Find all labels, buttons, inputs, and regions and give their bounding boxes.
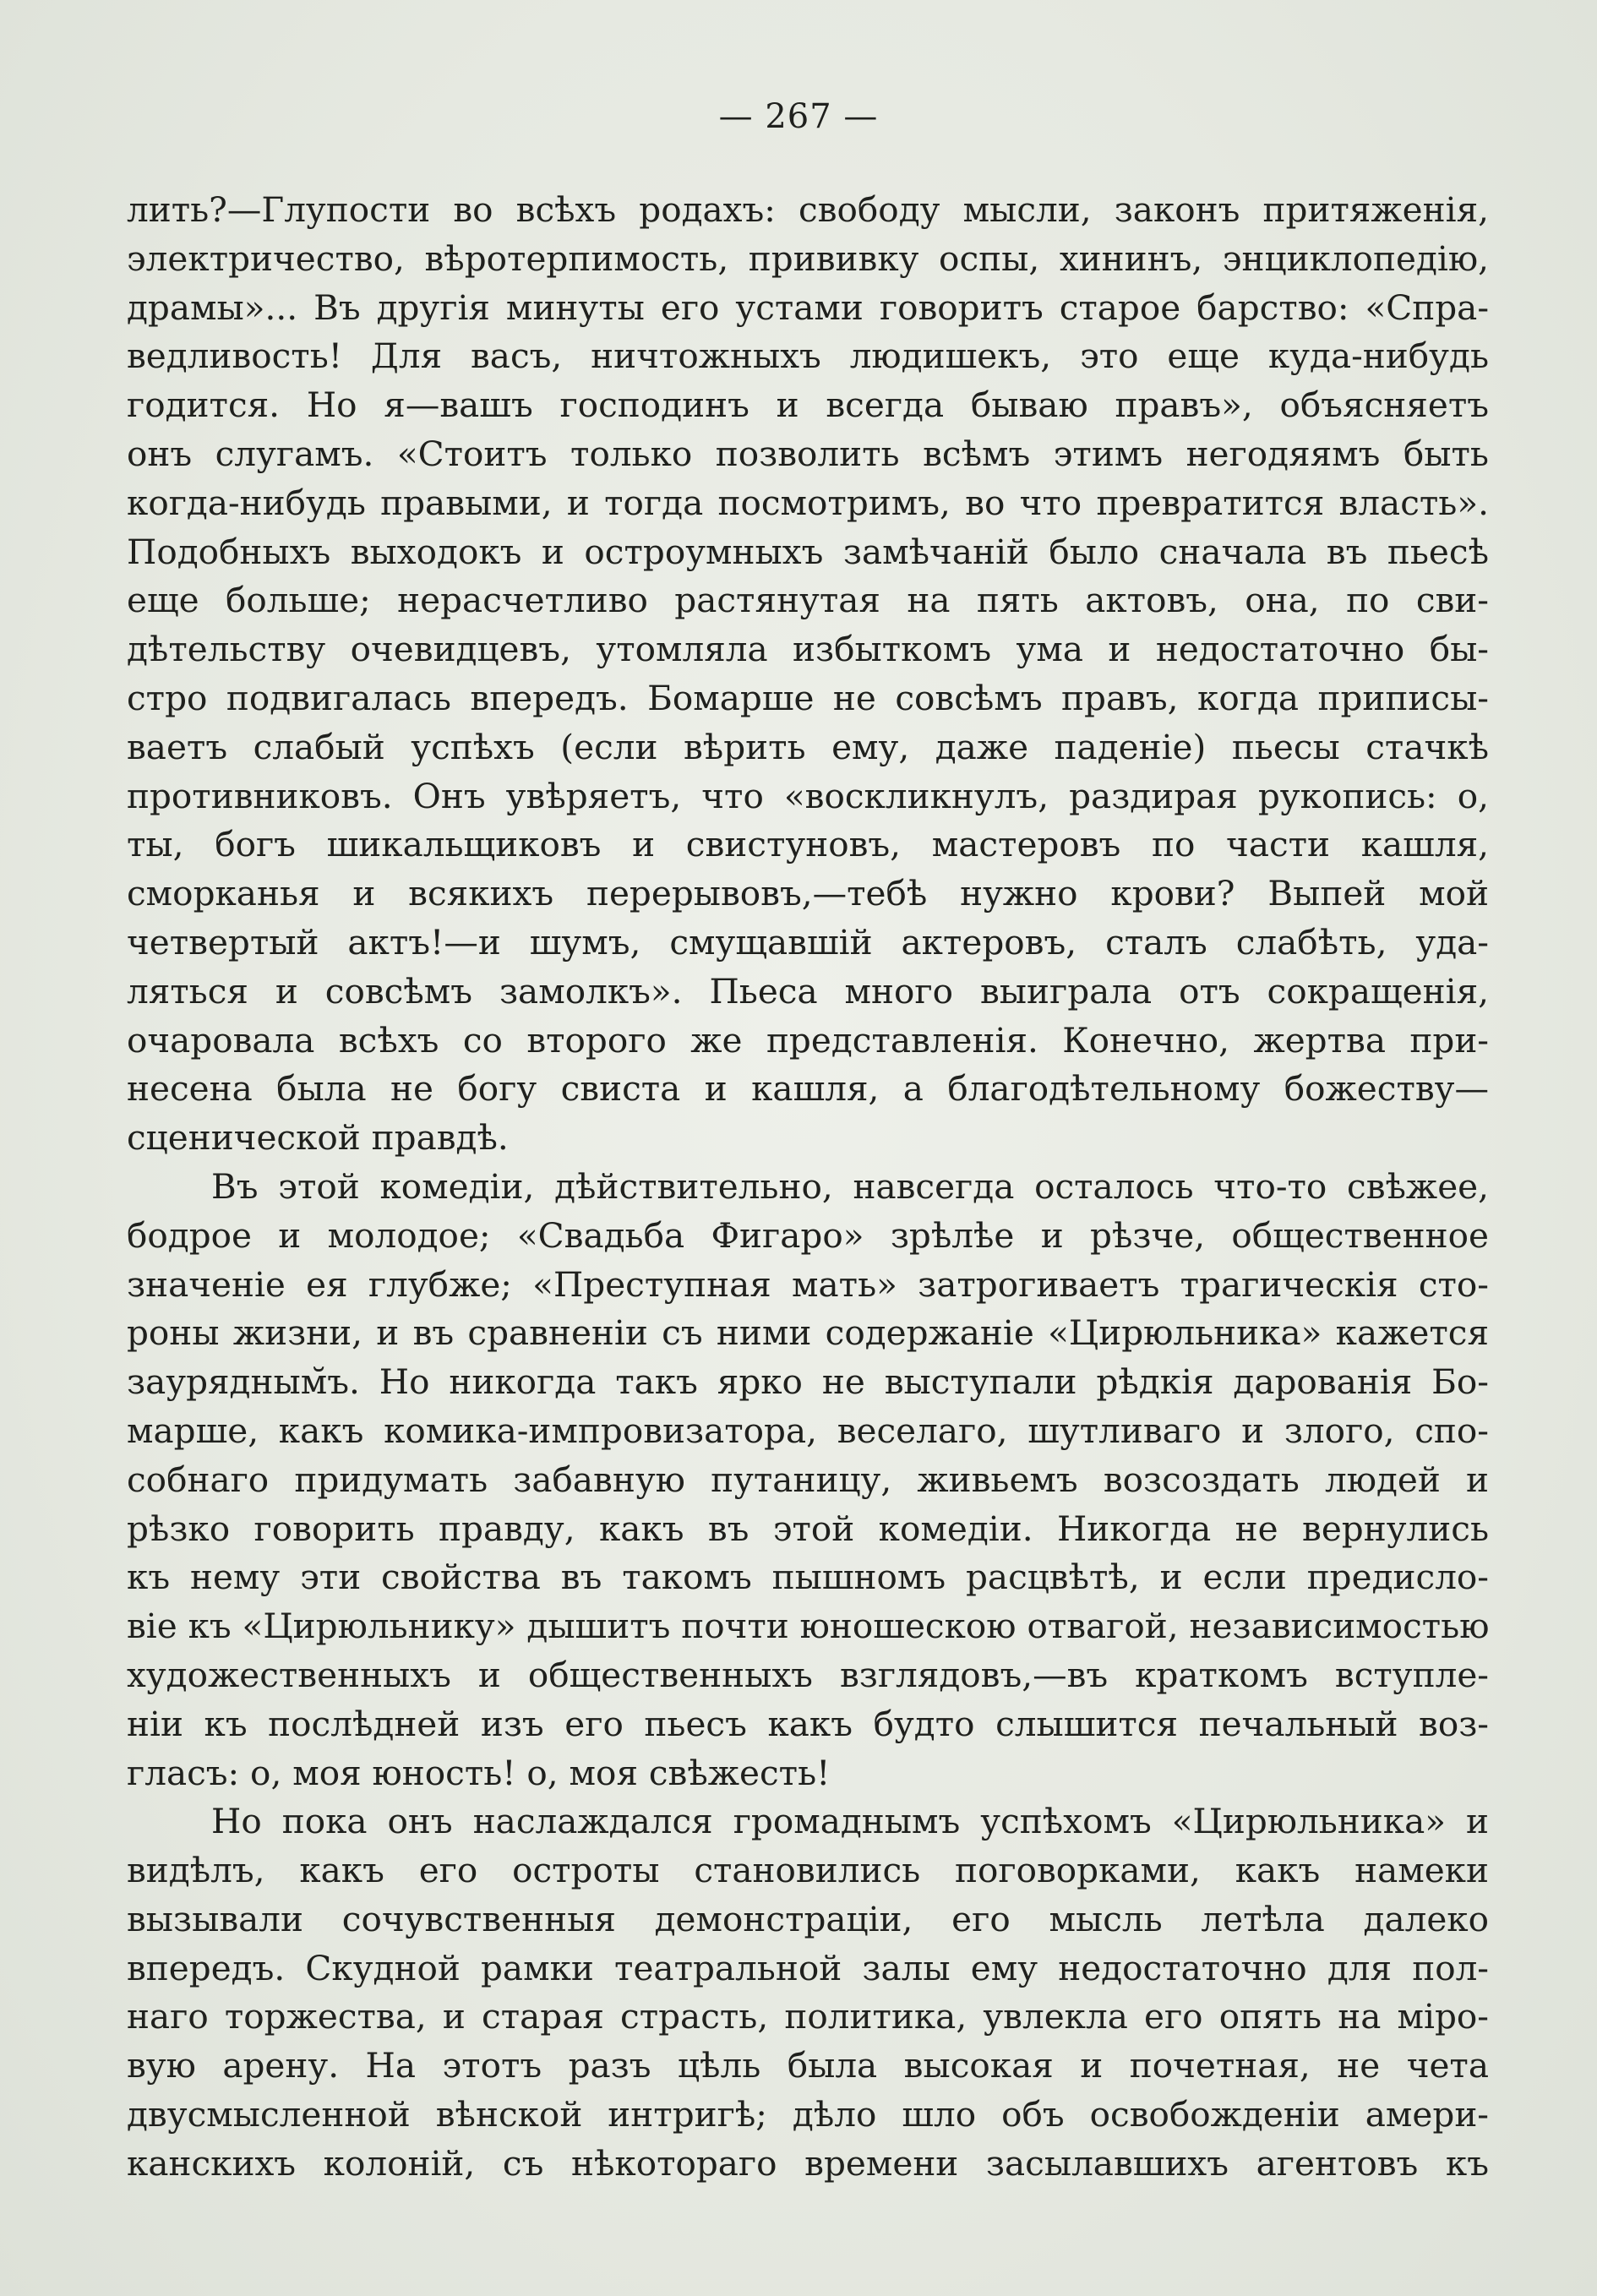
text-line: Въ этой комедіи, дѣйствительно, навсегда осталось что-то свѣжее, — [211, 1165, 1489, 1207]
text-line: видѣлъ, какъ его остроты становились поговорками, какъ намеки — [127, 1850, 1489, 1891]
text-line: лить?—Глупости во всѣхъ родахъ: свободу мысли, законъ притяженія, — [127, 189, 1489, 230]
text-line: ляться и совсѣмъ замолкъ». Пьеса много выиграла отъ сокращенія, — [127, 970, 1489, 1012]
text-line: ваетъ слабый успѣхъ (если вѣрить ему, даже паденіе) пьесы стачкѣ — [127, 726, 1489, 767]
text-line: заурядным̆ъ. Но никогда такъ ярко не выступали рѣдкія дарованія Бо- — [127, 1361, 1489, 1403]
text-line: четвертый актъ!—и шумъ, смущавшій актеровъ, сталъ слабѣть, уда- — [127, 921, 1489, 963]
text-line: сценической правдѣ. — [127, 1117, 509, 1159]
text-line: ніи къ послѣдней изъ его пьесъ какъ будто слышится печальный воз- — [127, 1703, 1489, 1744]
text-line: электричество, вѣротерпимость, прививку оспы, хининъ, энциклопедію, — [127, 237, 1489, 279]
text-line: драмы»... Въ другія минуты его устами говоритъ старое барство: «Спра- — [127, 286, 1489, 328]
text-line: еще больше; нерасчетливо растянутая на пять актовъ, она, по сви- — [127, 580, 1489, 621]
text-line: онъ слугамъ. «Стоитъ только позволить всѣмъ этимъ негодяямъ быть — [127, 433, 1489, 474]
text-line: бодрое и молодое; «Свадьба Фигаро» зрѣлѣе и рѣзче, общественное — [127, 1214, 1489, 1256]
text-line: когда-нибудь правыми, и тогда посмотримъ, во что превратится власть». — [127, 482, 1489, 523]
text-line: Подобныхъ выходокъ и остроумныхъ замѣчаній было сначала въ пьесѣ — [127, 531, 1489, 572]
text-line: дѣтельству очевидцевъ, утомляла избыткомъ ума и недостаточно бы- — [127, 629, 1489, 670]
text-line: двусмысленной вѣнской интригѣ; дѣло шло объ освобожденіи амери- — [127, 2094, 1489, 2135]
text-line: очаровала всѣхъ со второго же представленія. Конечно, жертва при- — [127, 1019, 1489, 1061]
text-line: Но пока онъ наслаждался громаднымъ успѣхомъ «Цирюльника» и — [211, 1801, 1489, 1842]
text-line: гласъ: о, моя юность! о, моя свѣжесть! — [127, 1752, 831, 1793]
text-line: вую арену. На этотъ разъ цѣль была высокая и почетная, не чета — [127, 2045, 1489, 2086]
text-line: рѣзко говорить правду, какъ въ этой комедіи. Никогда не вернулись — [127, 1508, 1489, 1549]
text-line: віе къ «Цирюльнику» дышитъ почти юношескою отвагой, независимостью — [127, 1606, 1489, 1647]
text-line: художественныхъ и общественныхъ взглядовъ,—въ краткомъ вступле- — [127, 1654, 1489, 1695]
text-line: годится. Но я—вашъ господинъ и всегда бываю правъ», объясняетъ — [127, 384, 1489, 426]
body-text — [127, 186, 1489, 2189]
text-line: значеніе ея глубже; «Преступная мать» затрогиваетъ трагическія сто- — [127, 1263, 1489, 1305]
text-line: впередъ. Скудной рамки театральной залы ему недостаточно для пол- — [127, 1947, 1489, 1988]
text-line: къ нему эти свойства въ такомъ пышномъ расцвѣтѣ, и если предисло- — [127, 1557, 1489, 1598]
text-line: вызывали сочувственныя демонстраціи, его мысль летѣла далеко — [127, 1898, 1489, 1939]
text-line: несена была не богу свиста и кашля, а благодѣтельному божеству— — [127, 1068, 1489, 1110]
text-line: стро подвигалась впередъ. Бомарше не совсѣмъ правъ, когда приписы- — [127, 677, 1489, 718]
text-line: ведливость! Для васъ, ничтожныхъ людишекъ, это еще куда-нибудь — [127, 335, 1489, 377]
text-line: роны жизни, и въ сравненіи съ ними содержаніе «Цирюльника» кажется — [127, 1312, 1489, 1354]
text-line: противниковъ. Онъ увѣряетъ, что «воскликнулъ, раздирая рукопись: о, — [127, 775, 1489, 816]
page-number: — 267 — — [718, 97, 879, 136]
text-line: собнаго придумать забавную путаницу, живьемъ возсоздать людей и — [127, 1459, 1489, 1500]
text-line: наго торжества, и старая страсть, политика, увлекла его опять на міро- — [127, 1996, 1489, 2037]
text-line: ты, богъ шикальщиковъ и свистуновъ, мастеровъ по части кашля, — [127, 824, 1489, 865]
text-line: сморканья и всякихъ перерывовъ,—тебѣ нужно крови? Выпей мой — [127, 873, 1489, 914]
text-line: марше, какъ комика-импровизатора, веселаго, шутливаго и злого, спо- — [127, 1410, 1489, 1451]
text-line: канскихъ колоній, съ нѣкотораго времени засылавшихъ агентовъ къ — [127, 2142, 1489, 2184]
